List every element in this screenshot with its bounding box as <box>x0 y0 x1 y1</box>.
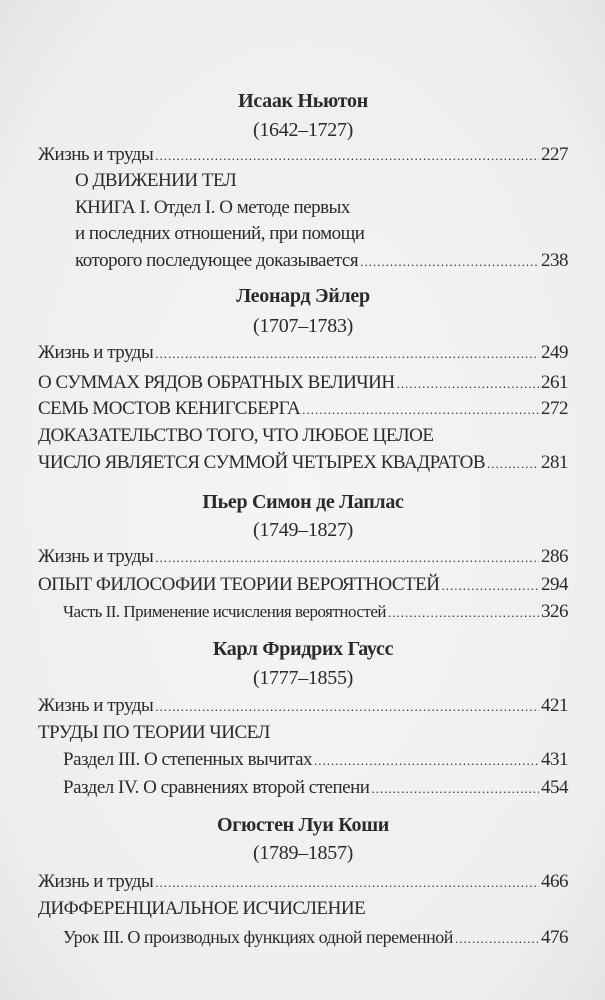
toc-entry <box>38 897 568 921</box>
toc-entry <box>63 776 568 800</box>
page-number: 454 <box>541 777 568 798</box>
author-name: Карл Фридрих Гаусс <box>212 638 394 660</box>
entry-title: ЧИСЛО ЯВЛЯЕТСЯ СУММОЙ ЧЕТЫРЕХ КВАДРАТОВ <box>38 452 486 473</box>
page-number: 272 <box>541 398 568 419</box>
entry-title: ТРУДЫ ПО ТЕОРИИ ЧИСЕЛ <box>38 722 270 743</box>
page-number: 326 <box>541 601 568 622</box>
dot-leader <box>455 927 539 951</box>
author-name: Пьер Симон де Лаплас <box>202 491 404 513</box>
entry-title: О ДВИЖЕНИИ ТЕЛ <box>75 170 237 191</box>
entry-title: Урок III. О производных функциях одной переменной <box>63 927 453 947</box>
toc-entry <box>38 397 568 421</box>
author-years: (1642–1727) <box>252 119 354 141</box>
dot-leader <box>314 749 539 773</box>
entry-title: СЕМЬ МОСТОВ КЕНИГСБЕРГА <box>38 398 301 419</box>
entry-title: Жизнь и труды <box>38 546 154 567</box>
toc-entry <box>38 870 568 894</box>
entry-title: КНИГА I. Отдел I. О методе первых <box>75 197 350 218</box>
page-number: 294 <box>541 574 568 595</box>
dot-leader <box>360 250 539 274</box>
author-name: Леонард Эйлер <box>236 285 370 307</box>
toc-entry <box>75 222 568 246</box>
toc-entry <box>38 545 568 569</box>
page-number: 261 <box>541 372 568 393</box>
page-number: 249 <box>541 342 568 363</box>
toc-entry <box>38 721 568 745</box>
toc-entry <box>38 694 568 718</box>
entry-title: Жизнь и труды <box>38 695 154 716</box>
author-years: (1789–1857) <box>252 842 354 864</box>
toc-entry <box>63 600 568 624</box>
toc-entry <box>63 748 568 772</box>
entry-title: ДИФФЕРЕНЦИАЛЬНОЕ ИСЧИСЛЕНИЕ <box>38 898 366 919</box>
entry-title: ДОКАЗАТЕЛЬСТВО ТОГО, ЧТО ЛЮБОЕ ЦЕЛОЕ <box>38 425 434 446</box>
page-number: 431 <box>541 749 568 770</box>
page-number: 476 <box>541 927 568 948</box>
dot-leader <box>397 372 539 396</box>
dot-leader <box>155 871 539 895</box>
entry-title: и последних отношений, при помощи <box>75 223 365 244</box>
toc-entry <box>75 196 568 220</box>
entry-title: Раздел III. О степенных вычитах <box>63 749 312 770</box>
page-number: 238 <box>541 250 568 271</box>
dot-leader <box>155 695 539 719</box>
toc-entry <box>38 424 568 448</box>
entry-title: О СУММАХ РЯДОВ ОБРАТНЫХ ВЕЛИЧИН <box>38 372 395 393</box>
entry-title: Жизнь и труды <box>38 342 154 363</box>
dot-leader <box>487 452 539 476</box>
toc-entry <box>38 143 568 167</box>
entry-title: Раздел IV. О сравнениях второй степени <box>63 777 370 798</box>
toc-entry <box>75 169 568 193</box>
dot-leader <box>155 144 539 168</box>
entry-title: ОПЫТ ФИЛОСОФИИ ТЕОРИИ ВЕРОЯТНОСТЕЙ <box>38 574 440 595</box>
entry-title: Жизнь и труды <box>38 871 154 892</box>
author-years: (1749–1827) <box>252 519 354 541</box>
dot-leader <box>388 601 539 625</box>
author-name: Исаак Ньютон <box>238 90 368 112</box>
page-number: 421 <box>541 695 568 716</box>
author-years: (1707–1783) <box>252 315 354 337</box>
page-number: 281 <box>541 452 568 473</box>
entry-title: Часть II. Применение исчисления вероятностей <box>63 602 387 621</box>
toc-entry <box>38 371 568 395</box>
entry-title: которого последующее доказывается <box>75 250 359 271</box>
dot-leader <box>441 574 539 598</box>
dot-leader <box>155 342 539 366</box>
page-number: 227 <box>541 144 568 165</box>
entry-title: Жизнь и труды <box>38 144 154 165</box>
toc-entry <box>38 451 568 475</box>
toc-entry <box>63 925 568 949</box>
toc-entry <box>38 573 568 597</box>
toc-entry <box>38 341 568 365</box>
dot-leader <box>302 398 539 422</box>
author-years: (1777–1855) <box>252 667 354 689</box>
toc-entry <box>75 249 568 273</box>
page-number: 466 <box>541 871 568 892</box>
page-number: 286 <box>541 546 568 567</box>
author-name: Огюстен Луи Коши <box>216 814 390 836</box>
dot-leader <box>371 777 539 801</box>
dot-leader <box>155 546 539 570</box>
